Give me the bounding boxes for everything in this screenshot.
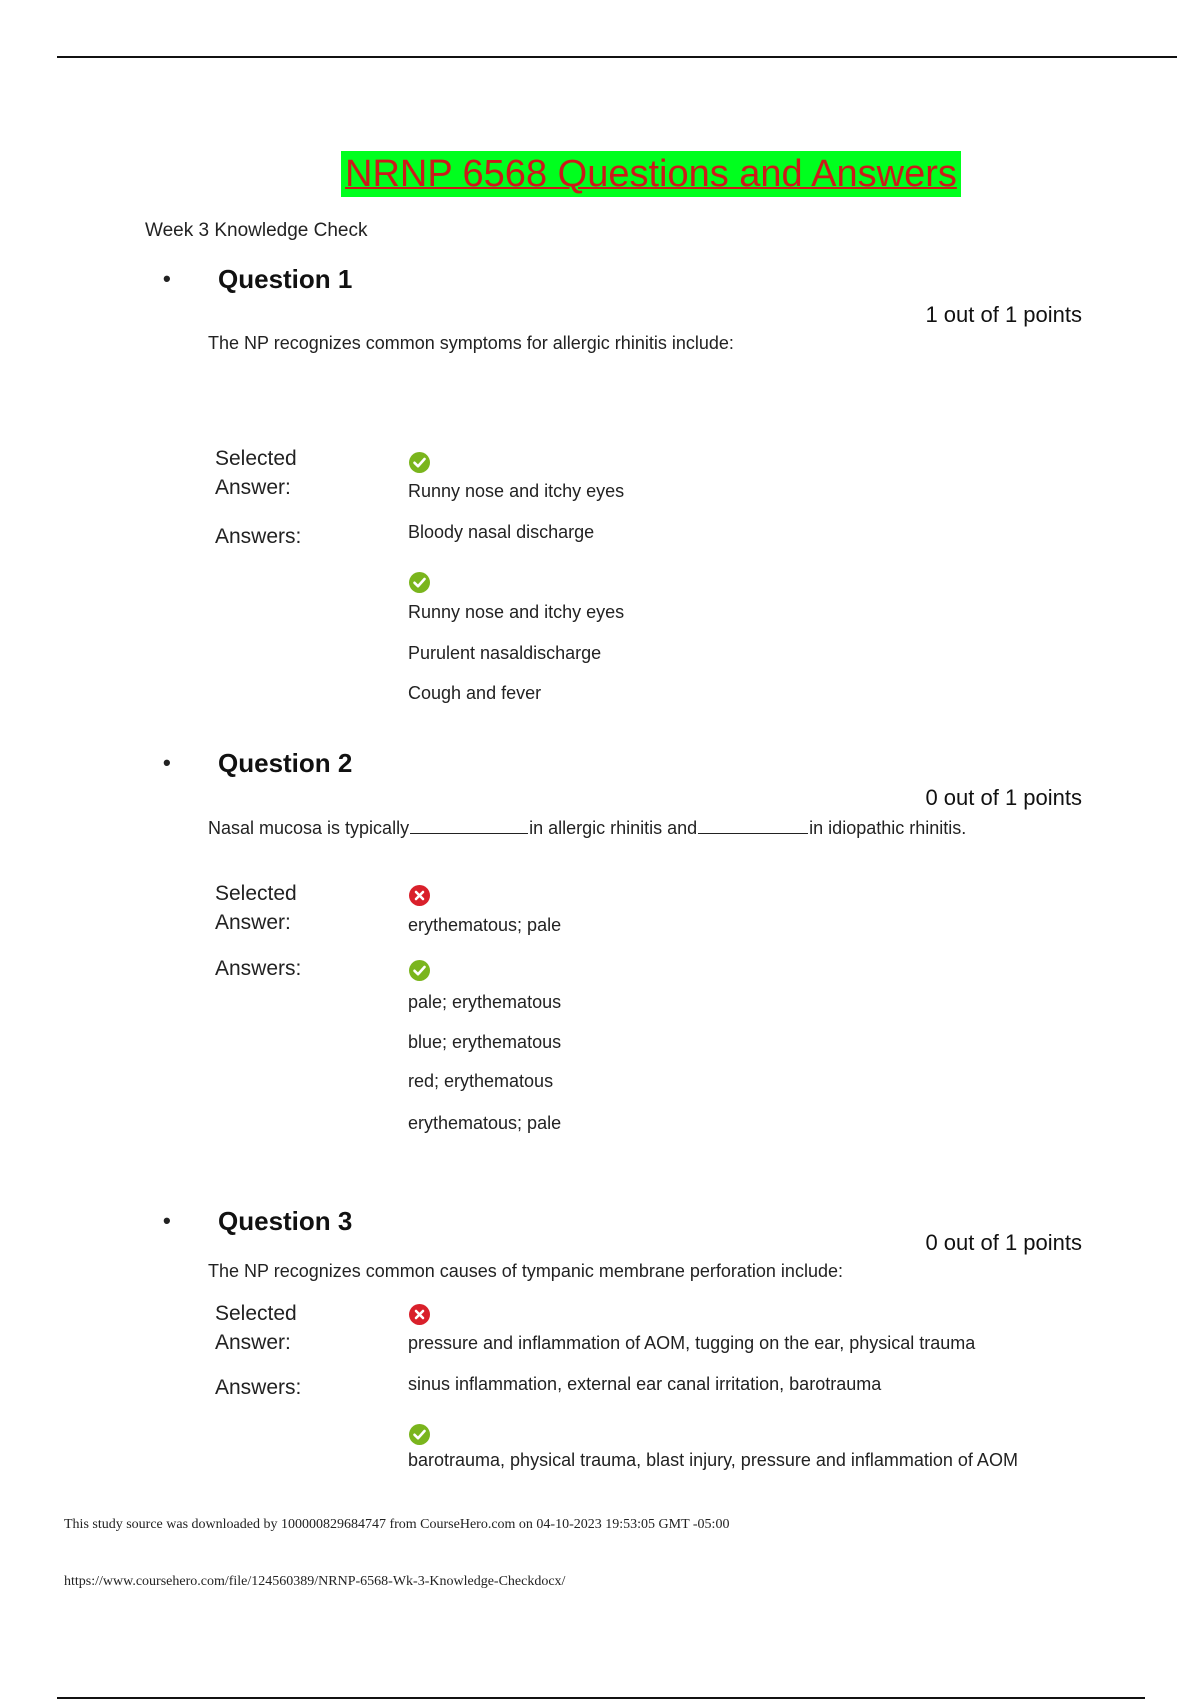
correct-check-icon	[409, 452, 430, 473]
correct-check-icon	[409, 1424, 430, 1445]
question-heading: Question 3	[218, 1206, 353, 1236]
question-text: Nasal mucosa is typically in allergic rhinitis and in idiopathic rhinitis.	[208, 815, 966, 839]
incorrect-x-icon	[409, 885, 430, 906]
answer-option: Runny nose and itchy eyes	[408, 602, 625, 622]
question-heading: Question 2	[218, 748, 353, 778]
selected-answer: erythematous; pale	[408, 915, 562, 935]
answers-label: Answers:	[215, 525, 302, 548]
bullet: •	[163, 1208, 171, 1233]
incorrect-x-icon	[409, 1304, 430, 1325]
selected-answer-label: Selected Answer:	[215, 1302, 297, 1354]
source-url[interactable]: https://www.coursehero.com/file/124560389/NRNP-6568-Wk-3-Knowledge-Checkdocx/	[64, 1574, 566, 1589]
correct-check-icon	[409, 572, 430, 593]
selected-answer: pressure and inflammation of AOM, tugging on the ear, physical trauma	[408, 1333, 976, 1353]
answer-option: pale; erythematous	[408, 992, 562, 1012]
bullet: •	[163, 266, 171, 291]
fill-in-blank	[698, 815, 808, 834]
source-notice: This study source was downloaded by 100000829684747 from CourseHero.com on 04-10-2023 19:53:05 GMT -05:00	[64, 1517, 730, 1532]
answer-option: Cough and fever	[408, 683, 542, 703]
top-rule	[57, 56, 1177, 58]
answer-option: Purulent nasaldischarge	[408, 643, 602, 663]
answer-option: barotrauma, physical trauma, blast injury, pressure and inflammation of AOM	[408, 1450, 1018, 1470]
bullet: •	[163, 750, 171, 775]
question-points: 0 out of 1 points	[925, 785, 1082, 810]
question-points: 0 out of 1 points	[925, 1230, 1082, 1255]
answer-option: erythematous; pale	[408, 1113, 562, 1133]
answers-label: Answers:	[215, 1376, 302, 1399]
answer-option: red; erythematous	[408, 1071, 554, 1091]
bottom-rule	[57, 1697, 1145, 1699]
selected-answer: Runny nose and itchy eyes	[408, 481, 625, 501]
answer-option: blue; erythematous	[408, 1032, 562, 1052]
answer-option: Bloody nasal discharge	[408, 522, 595, 542]
question-text: The NP recognizes common symptoms for allergic rhinitis include:	[208, 333, 734, 353]
subtitle: Week 3 Knowledge Check	[145, 220, 368, 241]
selected-answer-label: Selected Answer:	[215, 447, 297, 499]
correct-check-icon	[409, 960, 430, 981]
selected-answer-label: Selected Answer:	[215, 882, 297, 934]
page-title: NRNP 6568 Questions and Answers	[341, 151, 961, 197]
question-points: 1 out of 1 points	[925, 302, 1082, 327]
question-text: The NP recognizes common causes of tympanic membrane perforation include:	[208, 1261, 843, 1281]
fill-in-blank	[410, 815, 528, 834]
answers-label: Answers:	[215, 957, 302, 980]
question-heading: Question 1	[218, 264, 353, 294]
answer-option: sinus inflammation, external ear canal irritation, barotrauma	[408, 1374, 882, 1394]
